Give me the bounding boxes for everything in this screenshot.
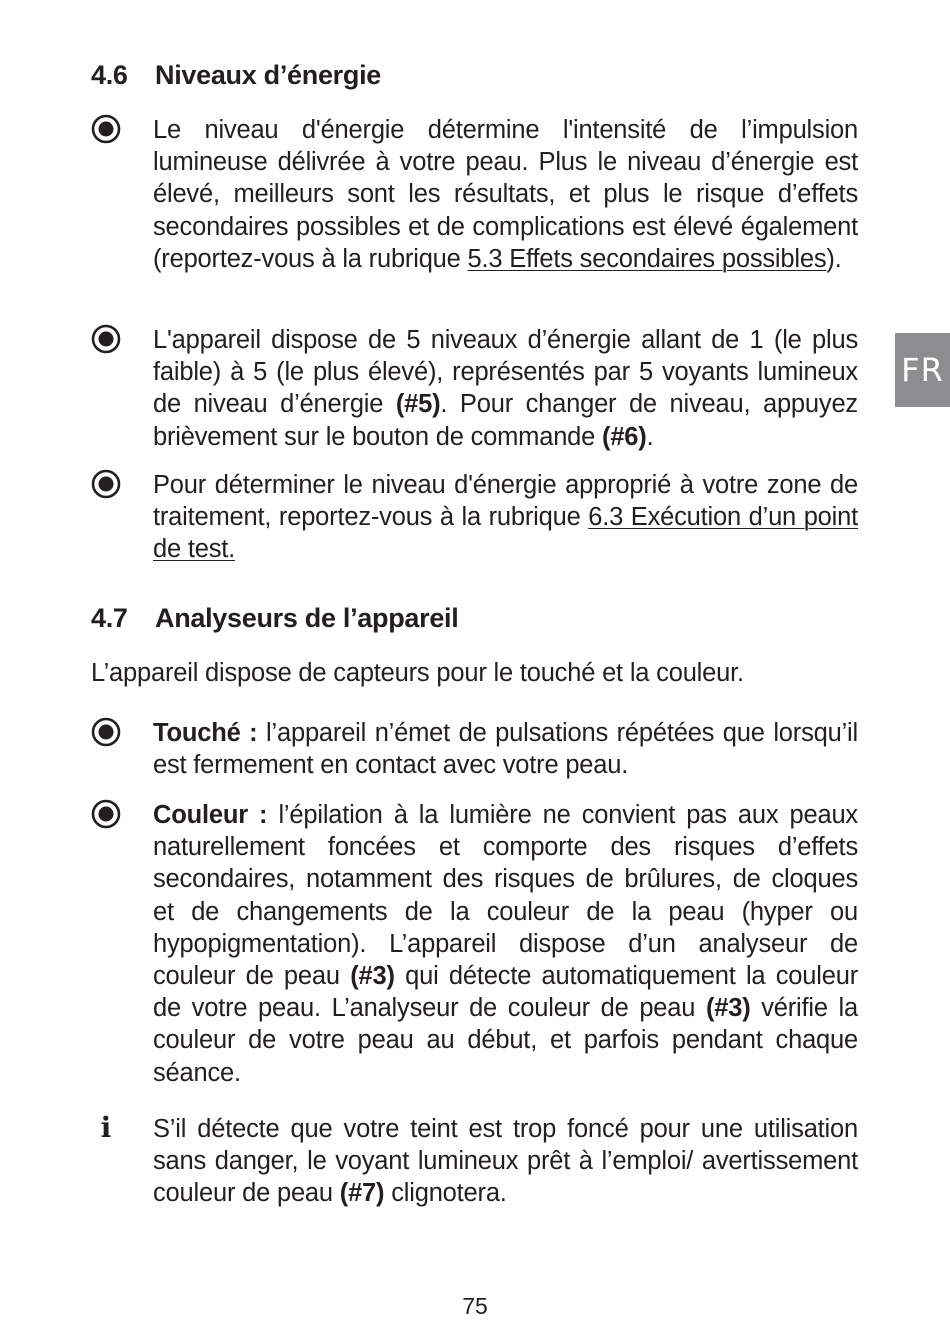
paragraph-text: l’appareil n’émet de pulsations répétées que lorsqu’il est fermement en contact avec votre peau. [153, 719, 858, 780]
section-title: Niveaux d’énergie [155, 60, 381, 90]
bullet-label: Touché : [153, 719, 258, 747]
reference-number: (#3) [350, 962, 395, 991]
paragraph-text: vérifie la couleur de votre peau au début, et parfois pendant chaque séance. [153, 994, 858, 1087]
language-tab [895, 333, 950, 407]
reference-number: (#7) [339, 1179, 385, 1208]
bullet-paragraph [153, 324, 858, 453]
paragraph-text: . Pour changer de niveau, appuyez brièvement sur le bouton de commande [153, 390, 858, 451]
info-icon: i [100, 1111, 112, 1144]
bullet-paragraph [153, 114, 858, 275]
bullet-paragraph [153, 717, 858, 781]
radio-bullet-icon [91, 469, 121, 499]
bullet-paragraph [153, 799, 858, 1089]
section-title: Analyseurs de l’appareil [155, 603, 459, 633]
paragraph-text: clignotera. [384, 1179, 507, 1208]
paragraph-text: L'appareil dispose de 5 niveaux d’énergie allant de 1 (le plus faible) à 5 (le plus élevé), représentés par 5 voyants lumineux de niveau d’énergie [153, 326, 858, 419]
reference-number: (#6) [602, 422, 647, 451]
radio-bullet-icon [91, 114, 121, 144]
paragraph-text: ). [826, 244, 842, 273]
bullet-paragraph [153, 469, 858, 566]
cross-reference-link[interactable]: 5.3 Effets secondaires possibles [467, 244, 827, 273]
page-number: 75 [462, 1293, 488, 1319]
section-heading-4-7 [91, 603, 458, 634]
bullet-label: Couleur : [153, 801, 268, 829]
info-paragraph [153, 1113, 858, 1210]
radio-bullet-icon [91, 324, 121, 354]
radio-bullet-icon [91, 717, 121, 747]
paragraph-text: . [646, 422, 654, 451]
reference-number: (#5) [395, 390, 441, 419]
reference-number: (#3) [705, 994, 751, 1023]
paragraph-text: l’épilation à la lumière ne convient pas aux peaux naturellement foncées et comporte des risques d’effets secondaires, notamment des risques de brûlures, de cloques et de changements de la couleur de la peau (hyper ou hypopigmentation). L’appareil dispose d’un analyseur de couleur de peau [153, 801, 858, 991]
intro-paragraph: L’appareil dispose de capteurs pour le touché et la couleur. [91, 659, 744, 687]
paragraph-text: Pour déterminer le niveau d'énergie approprié à votre zone de traitement, reportez-vous à la rubrique [153, 471, 858, 532]
paragraph-text: qui détecte automatiquement la couleur de votre peau. L’analyseur de couleur de peau [153, 962, 858, 1023]
section-heading-4-6 [91, 60, 381, 91]
language-tab-label: FR [901, 351, 944, 389]
radio-bullet-icon [91, 799, 121, 829]
section-number: 4.7 [91, 603, 128, 633]
paragraph-text: S’il détecte que votre teint est trop foncé pour une utilisation sans danger, le voyant lumineux prêt à l’emploi/ avertissement couleur de peau [153, 1115, 858, 1208]
cross-reference-link[interactable]: 6.3 Exécution d’un point de test. [153, 503, 858, 564]
paragraph-text: Le niveau d'énergie détermine l'intensité de l’impulsion lumineuse délivrée à votre peau. Plus le niveau d’énergie est élevé, meilleurs sont les résultats, et plus le risque d’effets secondaires possibles et de complications est élevé également (reportez-vous à la rubrique [153, 116, 858, 273]
section-number: 4.6 [91, 60, 128, 90]
